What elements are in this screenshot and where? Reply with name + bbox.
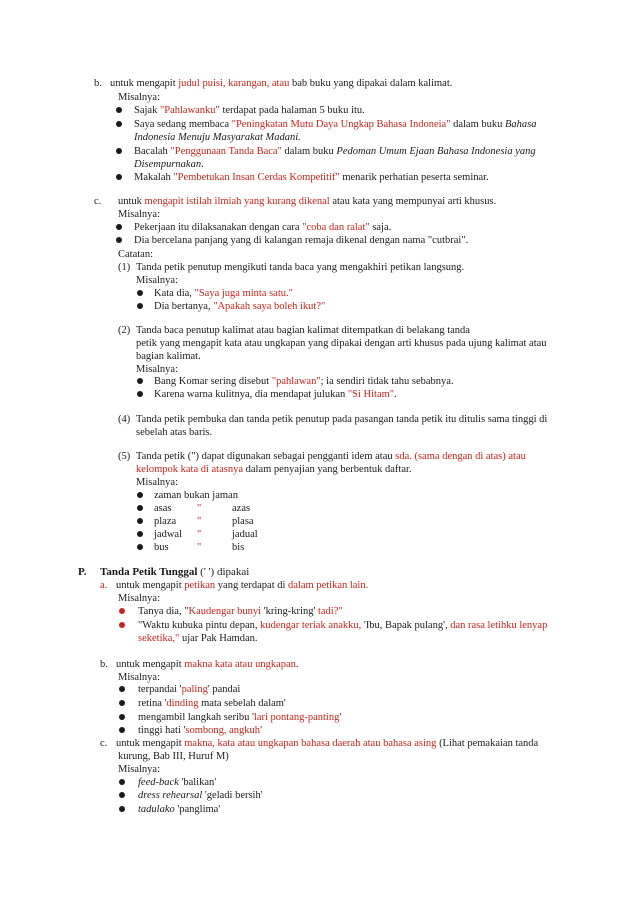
bullet-icon xyxy=(116,121,122,127)
table-cell: azas xyxy=(232,503,251,514)
list-item: Bang Komar sering disebut "pahlawan"; ia sendiri tidak tahu sebabnya. xyxy=(154,376,454,387)
table-cell: bus xyxy=(154,542,169,553)
b-misalnya: Misalnya: xyxy=(118,92,160,103)
note-misalnya: Misalnya: xyxy=(136,275,178,286)
marker-c: c. xyxy=(94,196,102,207)
list-item: tadulako 'panglima' xyxy=(138,804,221,815)
bullet-icon xyxy=(137,290,143,296)
list-item: mengambil langkah seribu 'lari pontang-panting' xyxy=(138,712,342,723)
bullet-icon xyxy=(137,391,143,397)
bullet-icon xyxy=(119,779,125,785)
list-item: Tanya dia, "Kaudengar bunyi 'kring-kring' tadi?" xyxy=(138,606,343,617)
pc-misalnya: Misalnya: xyxy=(118,764,160,775)
pb-misalnya: Misalnya: xyxy=(118,672,160,683)
bullet-icon xyxy=(119,806,125,812)
bullet-icon xyxy=(116,107,122,113)
note-number: (5) xyxy=(118,451,131,462)
note-number: (4) xyxy=(118,414,131,425)
pc-intro-cont: kurung, Bab III, Huruf M) xyxy=(118,751,229,762)
list-item: Kata dia, "Saya juga minta satu." xyxy=(154,288,293,299)
bullet-icon xyxy=(119,714,125,720)
note-text: bagian kalimat. xyxy=(136,351,201,362)
note-text: sebelah atas baris. xyxy=(136,427,213,438)
marker-b: b. xyxy=(100,659,108,670)
table-cell: jadwal xyxy=(154,529,182,540)
bullet-icon xyxy=(137,303,143,309)
note-text: Tanda petik pembuka dan tanda petik penutup pada pasangan tanda petik itu ditulis sama tinggi di xyxy=(136,414,548,425)
bullet-icon xyxy=(116,148,122,154)
section-title: Tanda Petik Tunggal (' ') dipakai xyxy=(100,566,250,578)
note-number: (2) xyxy=(118,325,131,336)
pb-intro: untuk mengapit makna kata atau ungkapan. xyxy=(116,659,299,670)
table-cell: plaza xyxy=(154,516,177,527)
bullet-icon xyxy=(116,224,122,230)
c-misalnya: Misalnya: xyxy=(118,209,160,220)
note-text: kelompok kata di atasnya dalam penyajian yang berbentuk daftar. xyxy=(136,464,412,475)
bullet-icon xyxy=(137,544,143,550)
pc-intro: untuk mengapit makna, kata atau ungkapan bahasa daerah atau bahasa asing (Lihat pemakaian tanda xyxy=(116,738,539,749)
list-item: Karena warna kulitnya, dia mendapat julukan "Si Hitam". xyxy=(154,389,397,400)
list-item: Dia bertanya, "Apakah saya boleh ikut?" xyxy=(154,301,326,312)
list-item: Saya sedang membaca "Peningkatan Mutu Daya Ungkap Bahasa Indoneia" dalam buku Bahasa xyxy=(134,119,537,130)
bullet-icon xyxy=(137,531,143,537)
bullet-icon xyxy=(137,505,143,511)
note-misalnya: Misalnya: xyxy=(136,364,178,375)
note-text: Tanda petik (") dapat digunakan sebagai pengganti idem atau sda. (sama dengan di atas) atau xyxy=(136,451,526,462)
note-number: (1) xyxy=(118,262,131,273)
bullet-icon xyxy=(116,174,122,180)
list-item: tinggi hati 'sombong, angkuh' xyxy=(138,725,262,736)
list-item: retina 'dinding mata sebelah dalam' xyxy=(138,698,286,709)
list-item: "Waktu kubuka pintu depan, kudengar teriak anakku, 'Ibu, Bapak pulang', dan rasa letihku lenyap xyxy=(138,620,548,631)
bullet-icon xyxy=(119,792,125,798)
note-text: Tanda baca penutup kalimat atau bagian kalimat ditempatkan di belakang tanda xyxy=(136,325,470,336)
marker-a: a. xyxy=(100,580,108,591)
list-item-cont: seketika," ujar Pak Hamdan. xyxy=(138,633,258,644)
a-intro: untuk mengapit petikan yang terdapat di dalam petikan lain. xyxy=(116,580,369,591)
list-item: Makalah "Pembetukan Insan Cerdas Kompetitif" menarik perhatian peserta seminar. xyxy=(134,172,489,183)
table-cell: plasa xyxy=(232,516,254,527)
note-misalnya: Misalnya: xyxy=(136,477,178,488)
bullet-icon xyxy=(119,622,125,628)
bullet-icon xyxy=(137,492,143,498)
catatan-label: Catatan: xyxy=(118,249,153,260)
bullet-icon xyxy=(119,700,125,706)
bullet-icon xyxy=(137,518,143,524)
list-item: feed-back 'balikan' xyxy=(138,777,217,788)
list-item: Sajak "Pahlawanku" terdapat pada halaman 5 buku itu. xyxy=(134,105,365,116)
table-cell: " xyxy=(197,542,202,553)
bullet-icon xyxy=(119,686,125,692)
table-cell: asas xyxy=(154,503,172,514)
table-cell: " xyxy=(197,516,202,527)
bullet-icon xyxy=(119,608,125,614)
table-cell: zaman bukan jaman xyxy=(154,490,238,501)
marker-b: b. xyxy=(94,78,102,89)
b-intro: untuk mengapit judul puisi, karangan, atau bab buku yang dipakai dalam kalimat. xyxy=(110,78,453,89)
table-cell: " xyxy=(197,503,202,514)
table-cell: jadual xyxy=(232,529,258,540)
note-text: Tanda petik penutup mengikuti tanda baca yang mengakhiri petikan langsung. xyxy=(136,262,465,273)
marker-c: c. xyxy=(100,738,108,749)
list-item-cont: Disempurnakan. xyxy=(134,159,204,170)
list-item: dress rehearsal 'geladi bersih' xyxy=(138,790,263,801)
list-item: Dia bercelana panjang yang di kalangan remaja dikenal dengan nama "cutbrai". xyxy=(134,235,469,246)
table-cell: " xyxy=(197,529,202,540)
list-item: Pekerjaan itu dilaksanakan dengan cara "coba dan ralat" saja. xyxy=(134,222,392,233)
c-intro: untuk mengapit istilah ilmiah yang kurang dikenal atau kata yang mempunyai arti khusus. xyxy=(118,196,497,207)
bullet-icon xyxy=(137,378,143,384)
list-item-cont: Indonesia Menuju Masyarakat Madani. xyxy=(134,132,301,143)
a-misalnya: Misalnya: xyxy=(118,593,160,604)
section-marker-p: P. xyxy=(78,566,87,578)
list-item: terpandai 'paling' pandai xyxy=(138,684,241,695)
bullet-icon xyxy=(119,727,125,733)
note-text: petik yang mengapit kata atau ungkapan yang dipakai dengan arti khusus pada ujung kalimat atau xyxy=(136,338,547,349)
list-item: Bacalah "Penggunaan Tanda Baca" dalam buku Pedoman Umum Ejaan Bahasa Indonesia yang xyxy=(134,146,536,157)
bullet-icon xyxy=(116,237,122,243)
table-cell: bis xyxy=(232,542,245,553)
